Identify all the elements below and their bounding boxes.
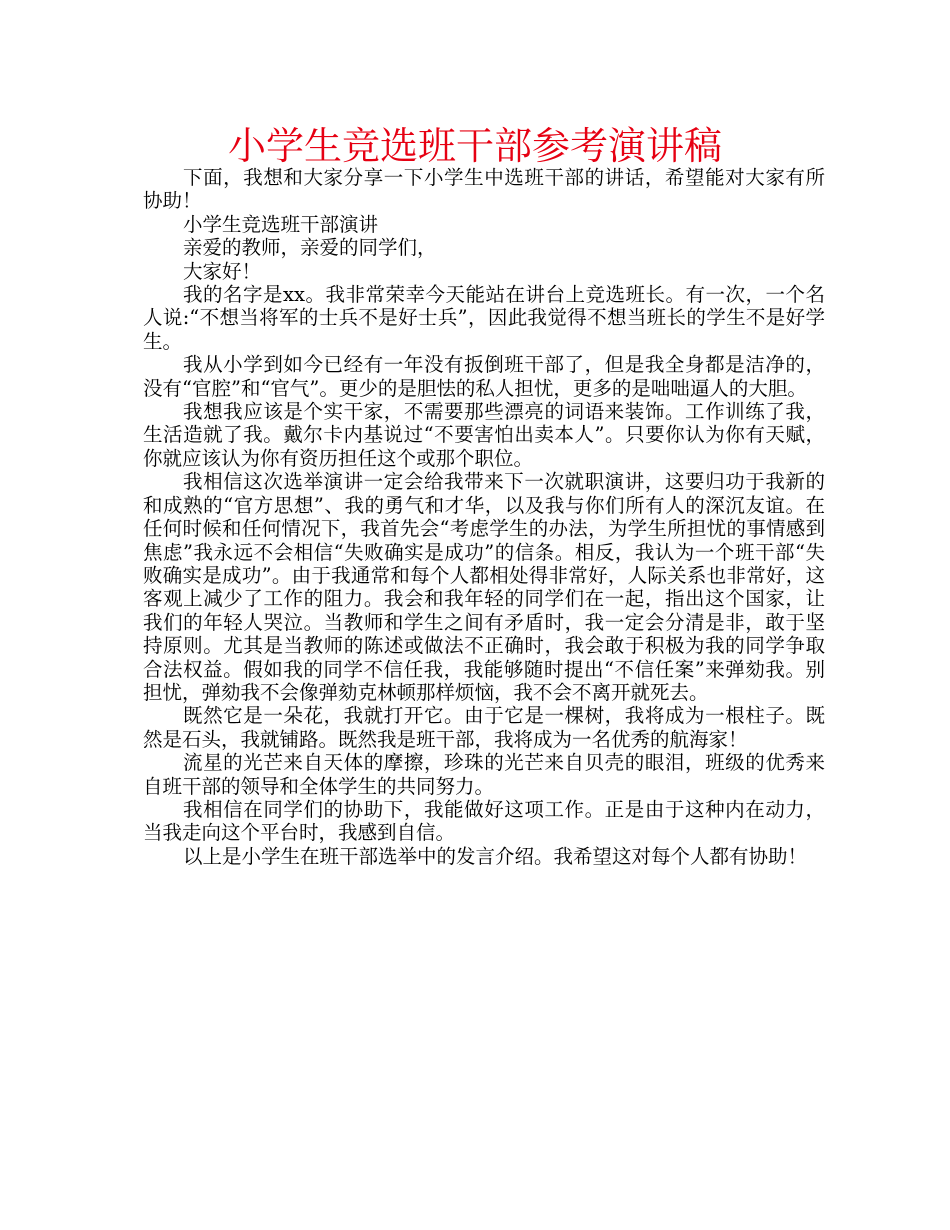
paragraph: 我相信这次选举演讲一定会给我带来下一次就职演讲，这要归功于我新的和成熟的“官方思想”、我的勇气和才华，以及我与你们所有人的深沉友谊。在任何时候和任何情况下，我首先会“考虑学生的办法，为学生所担忧的事情感到焦虑”我永远不会相信“失败确实是成功”的信条。相反，我认为一个班干部“失败确实是成功”。由于我通常和每个人都相处得非常好，人际关系也非常好，这客观上减少了工作的阻力。我会和我年轻的同学们在一起，指出这个国家，让我们的年轻人哭泣。当教师和学生之间有矛盾时，我一定会分清是非，敢于坚持原则。尤其是当教师的陈述或做法不正确时，我会敢于积极为我的同学争取合法权益。假如我的同学不信任我，我能够随时提出“不信任案”来弹劾我。别担忧，弹劾我不会像弹劾克林顿那样烦恼，我不会不离开就死去。 <box>143 470 825 704</box>
paragraph: 以上是小学生在班干部选举中的发言介绍。我希望这对每个人都有协助！ <box>183 844 808 868</box>
paragraph: 我的名字是xx。我非常荣幸今天能站在讲台上竞选班长。有一次，一个名人说:“不想当将军的士兵不是好士兵”，因此我觉得不想当班长的学生不是好学生。 <box>143 283 825 353</box>
paragraph: 我相信在同学们的协助下，我能做好这项工作。正是由于这种内在动力，当我走向这个平台时，我感到自信。 <box>143 797 825 845</box>
paragraph: 亲爱的教师，亲爱的同学们， <box>183 236 437 260</box>
paragraph: 下面，我想和大家分享一下小学生中选班干部的讲话，希望能对大家有所协助！ <box>143 166 825 213</box>
paragraph: 我从小学到如今已经有一年没有扳倒班干部了，但是我全身都是洁净的，没有“官腔”和“官气”。更少的是胆怯的私人担忧，更多的是咄咄逼人的大胆。 <box>143 353 825 400</box>
paragraph: 小学生竞选班干部演讲 <box>183 212 379 236</box>
paragraph: 既然它是一朵花，我就打开它。由于它是一棵树，我将成为一根柱子。既然是石头，我就铺路。既然我是班干部，我将成为一名优秀的航海家！ <box>143 704 825 751</box>
document-title: 小学生竞选班干部参考演讲稿 <box>227 124 722 168</box>
paragraph: 我想我应该是个实干家，不需要那些漂亮的词语来装饰。工作训练了我，生活造就了我。戴尔卡内基说过“不要害怕出卖本人”。只要你认为你有天赋，你就应该认为你有资历担任这个或那个职位。 <box>143 400 825 470</box>
paragraph: 流星的光芒来自天体的摩擦，珍珠的光芒来自贝壳的眼泪，班级的优秀来自班干部的领导和全体学生的共同努力。 <box>143 751 825 798</box>
paragraph: 大家好！ <box>183 259 262 283</box>
document-body <box>143 166 825 868</box>
